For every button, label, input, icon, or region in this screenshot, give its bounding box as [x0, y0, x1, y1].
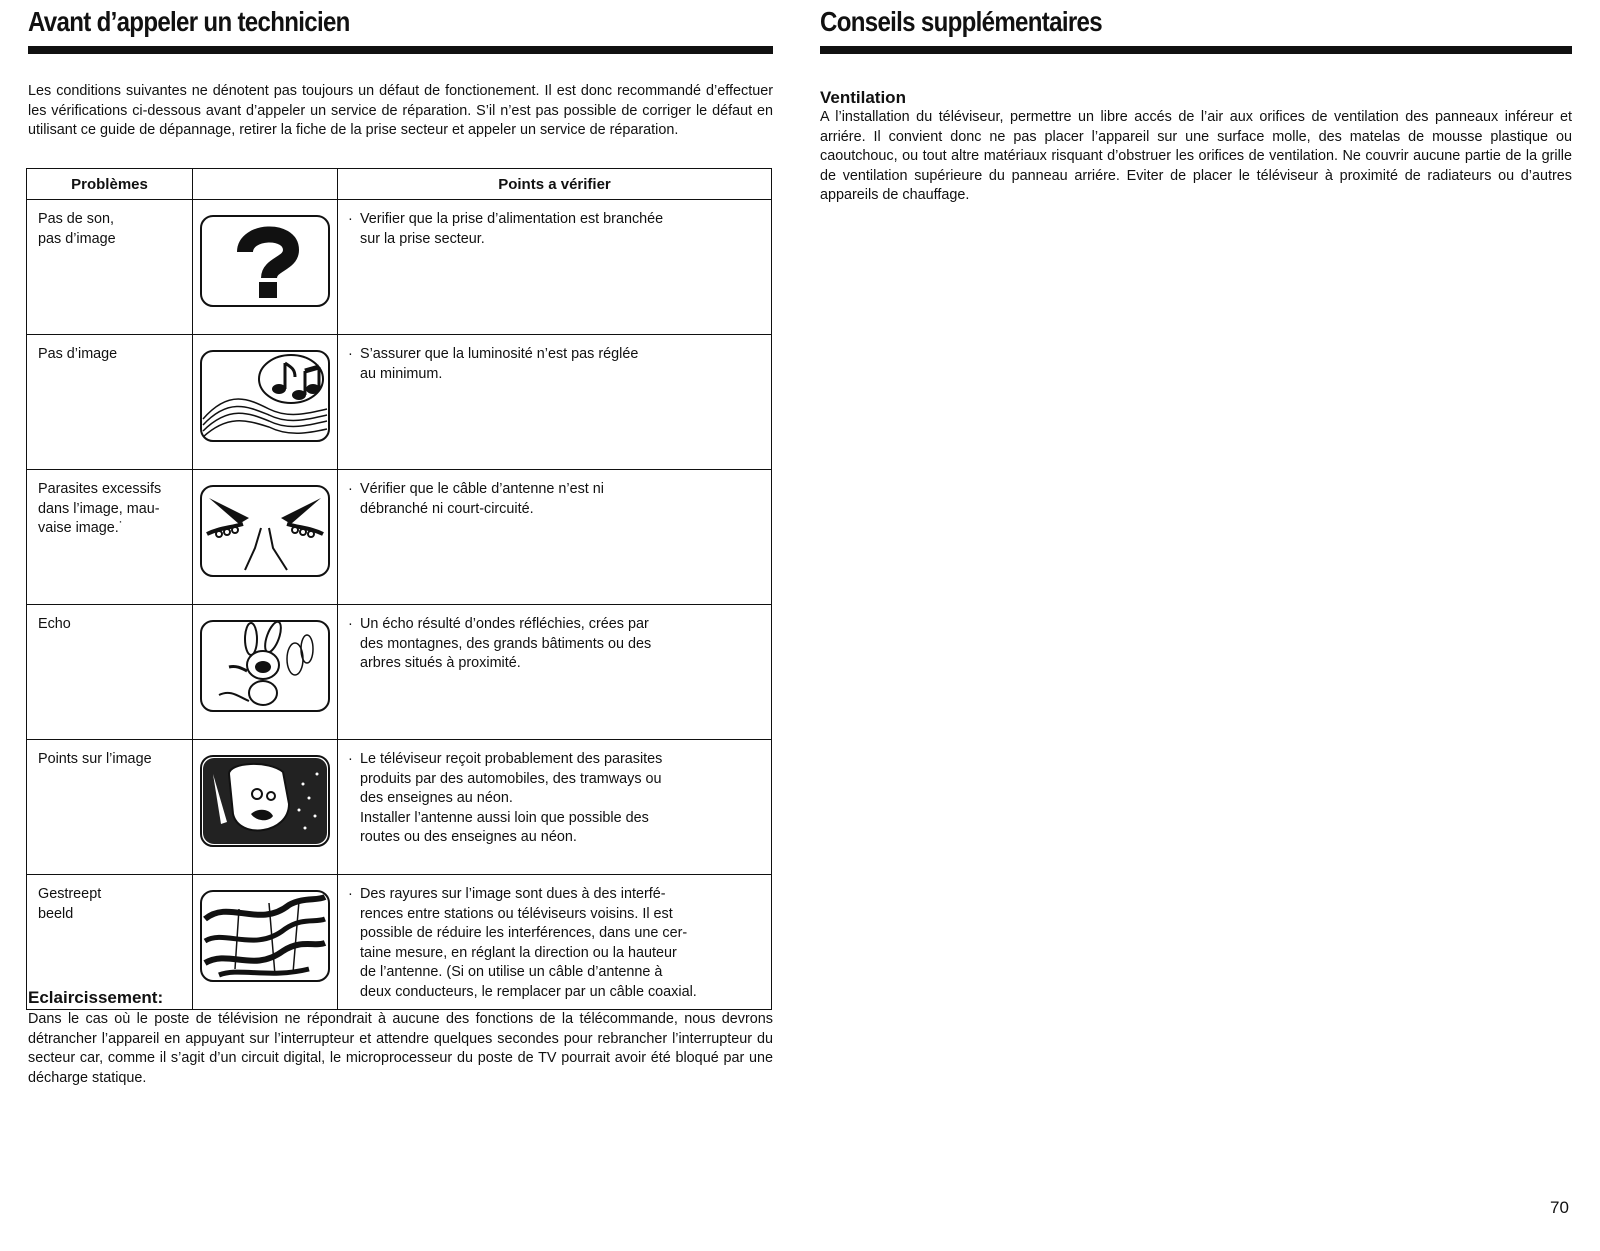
- bullet: ·: [348, 886, 353, 902]
- header-checks: Points a vérifier: [338, 169, 772, 200]
- picture-cell: [193, 335, 338, 470]
- ventilation-title: Ventilation: [820, 88, 906, 107]
- table-row: [27, 605, 772, 740]
- picture-cell: [193, 875, 338, 1010]
- check-text: Des rayures sur l’image sont dues à des interfé- rences entre stations ou téléviseurs voisins. Il est possible de réduire les interférences, dans une cer- taine mesure, en réglant la direction ou la hauteur de l’antenne. (Si on utilise un câble d’antenne à deux conducteurs, le remplacer par un câble coaxial.: [360, 886, 697, 1000]
- check-cell: [338, 605, 772, 740]
- page-number: 70: [1550, 1198, 1569, 1217]
- problem-text: Echo: [38, 616, 71, 632]
- question-mark-icon: [199, 214, 331, 308]
- noisy-face-icon: [199, 754, 331, 848]
- table-row: [27, 740, 772, 875]
- check-text: Verifier que la prise d’alimentation est branchée sur la prise secteur.: [360, 211, 664, 247]
- problem-cell: [27, 335, 193, 470]
- table-row: [27, 470, 772, 605]
- check-text: Un écho résulté d’ondes réfléchies, crées par des montagnes, des grands bâtiments ou des arbres situés à proximité.: [360, 616, 652, 672]
- broken-cable-icon: [199, 484, 331, 578]
- header-problems: Problèmes: [27, 169, 193, 200]
- header-picture: [193, 169, 338, 200]
- rabbit-echo-icon: [199, 619, 331, 713]
- clarification-title: Eclaircissement:: [28, 988, 164, 1007]
- picture-cell: [193, 740, 338, 875]
- check-text: Le téléviseur reçoit probablement des parasites produits par des automobiles, des tramways ou des enseignes au néon. Installer l’antenne aussi loin que possible des routes ou des enseignes au néon.: [360, 751, 663, 846]
- music-notes-icon: [199, 349, 331, 443]
- table-row: [27, 200, 772, 335]
- problem-cell: [27, 200, 193, 335]
- bullet: ·: [348, 751, 353, 767]
- problem-text: Pas de son, pas d’image: [38, 211, 116, 247]
- problem-text: Points sur l’image: [38, 751, 152, 767]
- check-cell: [338, 335, 772, 470]
- picture-cell: [193, 470, 338, 605]
- bullet: ·: [348, 346, 353, 362]
- problem-text: Parasites excessifs dans l’image, mau- vaise image.˙: [38, 481, 162, 537]
- bullet: ·: [348, 616, 353, 632]
- title-rule-left: [28, 46, 773, 54]
- striped-picture-icon: [199, 889, 331, 983]
- check-text: Vérifier que le câble d’antenne n’est ni débranché ni court-circuité.: [360, 481, 605, 517]
- clarification-paragraph: Dans le cas où le poste de télévision ne répondrait à aucune des fonctions de la télécommande, nous devrons détrancher l’appareil en appuyant sur l’interrupteur et attendre quelques secondes pour rebrancher l’interrupteur du secteur car, comme il s’agit d’un circuit digital, le microprocesseur du poste de TV pourrait avoir été bloqué par une décharge statique.: [28, 1011, 773, 1086]
- problem-text: Gestreept beeld: [38, 886, 102, 922]
- problem-cell: [27, 470, 193, 605]
- check-cell: [338, 470, 772, 605]
- picture-cell: [193, 200, 338, 335]
- check-cell: [338, 875, 772, 1010]
- problem-cell: [27, 740, 193, 875]
- bullet: ·: [348, 211, 353, 227]
- table-header-row: [27, 169, 772, 200]
- bullet: ·: [348, 481, 353, 497]
- picture-cell: [193, 605, 338, 740]
- page-title-left: Avant d’appeler un technicien: [28, 6, 350, 37]
- troubleshooting-table: [26, 168, 772, 1010]
- title-rule-right: [820, 46, 1572, 54]
- problem-text: Pas d’image: [38, 346, 118, 362]
- check-text: S’assurer que la luminosité n’est pas réglée au minimum.: [360, 346, 639, 382]
- check-cell: [338, 200, 772, 335]
- table-row: [27, 335, 772, 470]
- page-title-right: Conseils supplémentaires: [820, 6, 1102, 37]
- ventilation-paragraph: A l’installation du téléviseur, permettre un libre accés de l’air aux orifices de ventilation des panneaux inféreur et arriére. Il convient donc ne pas placer l’appareil sur une surface molle, des matelas de mousse plastique ou caoutchouc, ou tout altre matériaux risquant d’obstruer les orifices de ventilation. Ne couvrir aucune partie de la grille de ventilation supérieure du panneau arriére. Eviter de placer le téléviseur à proximité de radiateurs ou d’autres appareils de chauffage.: [820, 109, 1572, 204]
- intro-paragraph: Les conditions suivantes ne dénotent pas toujours un défaut de fonctionement. Il est donc recommandé d’effectuer les vérifications ci-dessous avant d’appeler un service de réparation. S’il n’est pas possible de corriger le défaut en utilisant ce guide de dépannage, retirer la fiche de la prise secteur et appeler un service de réparation.: [28, 83, 773, 139]
- check-cell: [338, 740, 772, 875]
- problem-cell: [27, 605, 193, 740]
